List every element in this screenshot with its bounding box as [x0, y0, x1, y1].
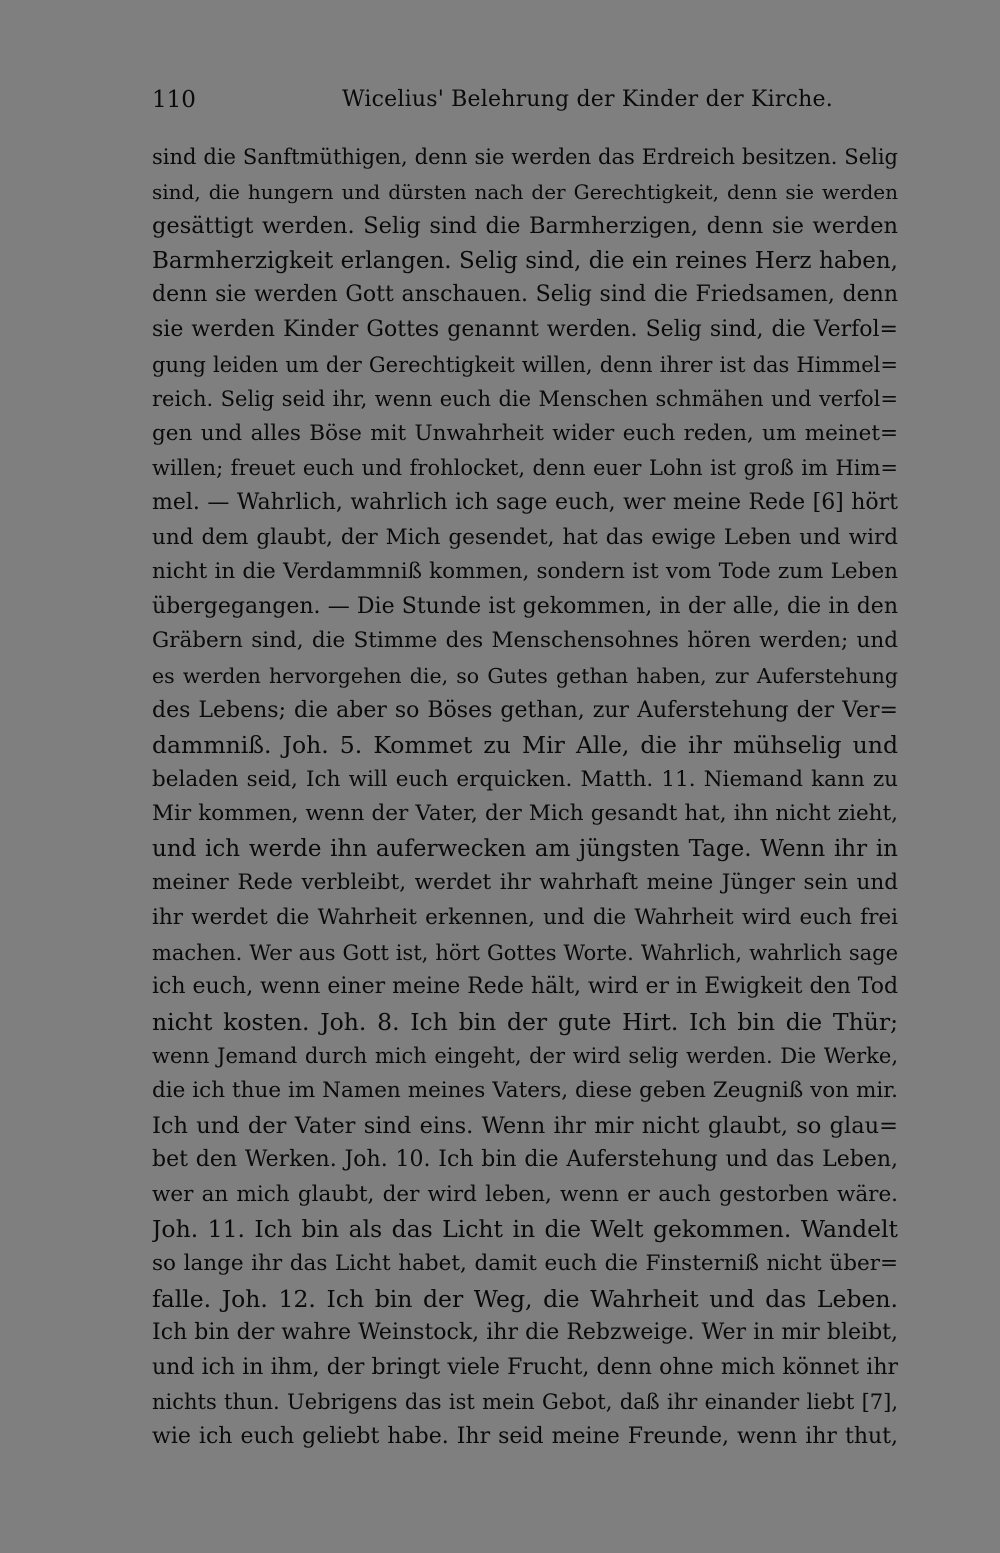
text-line: ihr werdet die Wahrheit erkennen, und die Wahrheit wird euch frei: [152, 905, 898, 931]
text-line: und ich werde ihn auferwecken am jüngsten Tage. Wenn ihr in: [152, 835, 898, 862]
text-line: nicht in die Verdammniß kommen, sondern ist vom Tode zum Leben: [152, 559, 898, 585]
text-line: gung leiden um der Gerechtigkeit willen, denn ihrer ist das Himmel=: [152, 352, 898, 377]
text-line: nicht kosten. Joh. 8. Ich bin der gute Hirt. Ich bin die Thür;: [152, 1007, 898, 1036]
body-text: [152, 140, 898, 1455]
text-line: wenn Jemand durch mich eingeht, der wird selig werden. Die Werke,: [152, 1044, 898, 1069]
text-line: nichts thun. Uebrigens das ist mein Gebot, daß ihr einander liebt [7],: [152, 1390, 898, 1415]
text-line: falle. Joh. 12. Ich bin der Weg, die Wahrheit und das Leben.: [152, 1284, 898, 1313]
text-line: denn sie werden Gott anschauen. Selig sind die Friedsamen, denn: [152, 282, 898, 308]
text-line: übergegangen. — Die Stunde ist gekommen, in der alle, die in den: [152, 593, 898, 619]
text-line: mel. — Wahrlich, wahrlich ich sage euch, wer meine Rede [6] hört: [152, 489, 898, 515]
text-line: die ich thue im Namen meines Vaters, diese geben Zeugniß von mir.: [152, 1078, 898, 1104]
text-line: meiner Rede verbleibt, werdet ihr wahrhaft meine Jünger sein und: [152, 870, 898, 896]
text-line: wer an mich glaubt, der wird leben, wenn er auch gestorben wäre.: [152, 1181, 898, 1207]
text-line: und ich in ihm, der bringt viele Frucht, denn ohne mich könnet ihr: [152, 1354, 898, 1380]
text-line: dammniß. Joh. 5. Kommet zu Mir Alle, die ihr mühselig und: [152, 731, 898, 760]
text-line: ich euch, wenn einer meine Rede hält, wird er in Ewigkeit den Tod: [152, 974, 898, 1000]
text-line: Gräbern sind, die Stimme des Menschensohnes hören werden; und: [152, 628, 898, 654]
text-line: reich. Selig seid ihr, wenn euch die Menschen schmähen und verfol=: [152, 387, 898, 412]
text-line: Mir kommen, wenn der Vater, der Mich gesandt hat, ihn nicht zieht,: [152, 801, 898, 827]
running-head: Wicelius' Belehrung der Kinder der Kirche.: [342, 87, 833, 112]
text-line: gesättigt werden. Selig sind die Barmherzigen, denn sie werden: [152, 213, 898, 240]
text-line: willen; freuet euch und frohlocket, denn euer Lohn ist groß im Him=: [152, 456, 898, 481]
text-line: gen und alles Böse mit Unwahrheit wider euch reden, um meinet=: [152, 420, 898, 446]
text-line: des Lebens; die aber so Böses gethan, zur Auferstehung der Ver=: [152, 697, 898, 723]
text-line: wie ich euch geliebt habe. Ihr seid meine Freunde, wenn ihr thut,: [152, 1423, 898, 1449]
text-line: so lange ihr das Licht habet, damit euch die Finsterniß nicht über=: [152, 1251, 898, 1276]
text-line: sind, die hungern und dürsten nach der Gerechtigkeit, denn sie werden: [152, 179, 898, 204]
text-line: es werden hervorgehen die, so Gutes gethan haben, zur Auferstehung: [152, 663, 898, 688]
text-line: Barmherzigkeit erlangen. Selig sind, die ein reines Herz haben,: [152, 247, 898, 274]
text-line: sind die Sanftmüthigen, denn sie werden das Erdreich besitzen. Selig: [152, 145, 898, 169]
page-number: 110: [152, 87, 196, 113]
text-line: Ich und der Vater sind eins. Wenn ihr mir nicht glaubt, so glau=: [152, 1112, 898, 1139]
text-line: machen. Wer aus Gott ist, hört Gottes Worte. Wahrlich, wahrlich sage: [152, 940, 898, 965]
text-line: Joh. 11. Ich bin als das Licht in die Welt gekommen. Wandelt: [152, 1215, 898, 1244]
text-line: bet den Werken. Joh. 10. Ich bin die Auferstehung und das Leben,: [152, 1147, 898, 1173]
text-line: beladen seid, Ich will euch erquicken. Matth. 11. Niemand kann zu: [152, 766, 898, 792]
text-line: Ich bin der wahre Weinstock, ihr die Rebzweige. Wer in mir bleibt,: [152, 1320, 898, 1346]
page-header: [152, 84, 898, 120]
text-line: und dem glaubt, der Mich gesendet, hat das ewige Leben und wird: [152, 524, 898, 550]
text-line: sie werden Kinder Gottes genannt werden. Selig sind, die Verfol=: [152, 316, 898, 342]
